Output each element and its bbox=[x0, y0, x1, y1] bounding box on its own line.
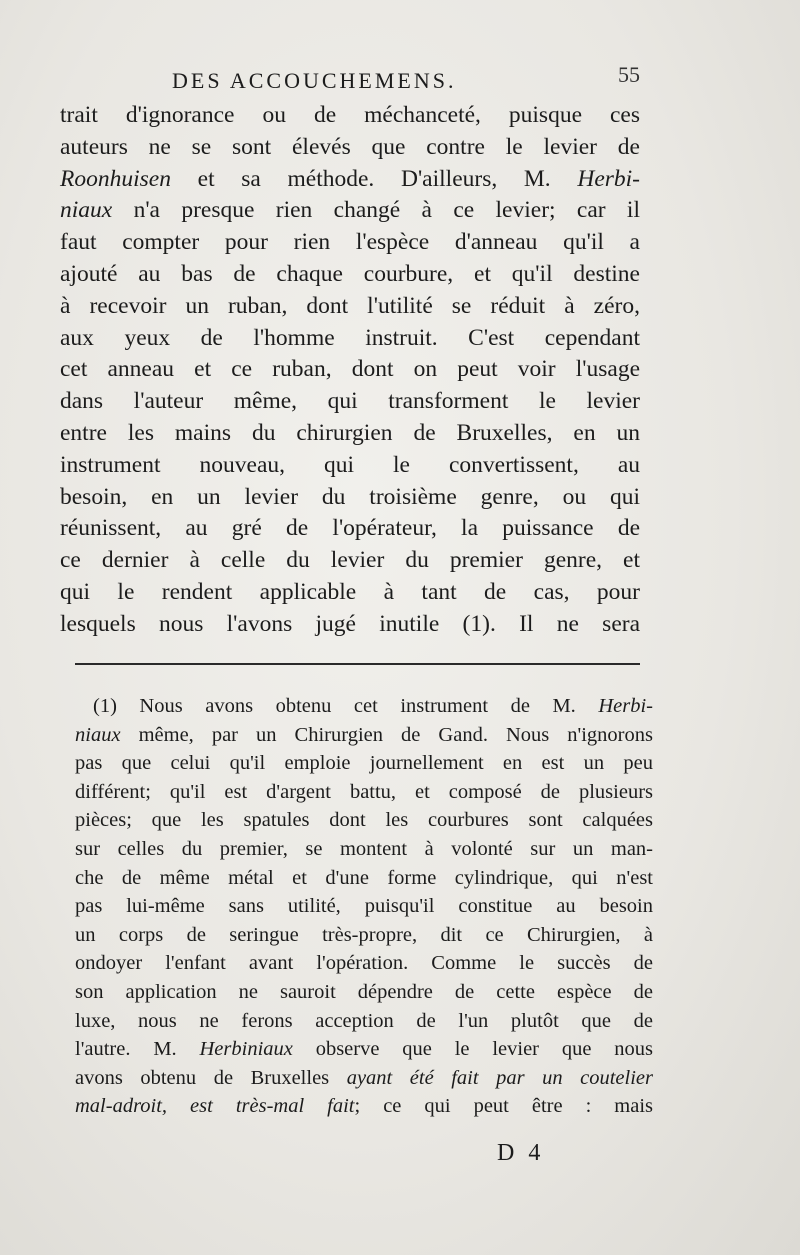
footnote-line bbox=[75, 1035, 653, 1064]
footnote-line: pas lui-même sans utilité, puisqu'il constitue au besoin bbox=[75, 895, 653, 918]
footnote-line: pas que celui qu'il emploie journellement en est un peu bbox=[75, 752, 653, 775]
text-fragment: même, par un Chirurgien de Gand. Nous n'ignorons bbox=[120, 723, 653, 746]
footnote-line bbox=[75, 721, 653, 750]
main-text bbox=[60, 100, 640, 641]
text-line: entre les mains du chirurgien de Bruxelles, en un bbox=[60, 419, 640, 446]
page-number: 55 bbox=[618, 62, 640, 87]
text-fragment: n'a presque rien changé à ce levier; car il bbox=[112, 197, 640, 224]
page-header bbox=[60, 62, 640, 96]
text-fragment: l'autre. M. bbox=[75, 1038, 200, 1061]
running-head: DES ACCOUCHEMENS. bbox=[172, 68, 457, 93]
footnote-line bbox=[75, 1092, 653, 1121]
italic-name: Roonhuisen bbox=[60, 165, 171, 192]
text-line bbox=[60, 164, 640, 196]
text-line: faut compter pour rien l'espèce d'anneau qu'il a bbox=[60, 229, 640, 256]
text-line: réunissent, au gré de l'opérateur, la puissance de bbox=[60, 515, 640, 542]
text-line: à recevoir un ruban, dont l'utilité se réduit à zéro, bbox=[60, 292, 640, 319]
italic-name: niaux bbox=[75, 723, 121, 746]
text-line: ajouté au bas de chaque courbure, et qu'il destine bbox=[60, 260, 640, 287]
text-line: auteurs ne se sont élevés que contre le levier de bbox=[60, 133, 640, 160]
footnote-line: sur celles du premier, se montent à volonté sur un man- bbox=[75, 837, 653, 860]
italic-name: niaux bbox=[60, 197, 113, 224]
text-line: besoin, en un levier du troisième genre, ou qui bbox=[60, 483, 640, 510]
text-line: instrument nouveau, qui le convertissent, au bbox=[60, 451, 640, 478]
text-fragment: ; ce qui peut être : mais bbox=[354, 1095, 653, 1118]
footnote-line: différent; qu'il est d'argent battu, et composé de plusieurs bbox=[75, 780, 653, 803]
text-fragment: (1) Nous avons obtenu cet instrument de M. bbox=[93, 695, 599, 717]
italic-quote: ayant été fait par un coutelier bbox=[346, 1066, 653, 1089]
footnote bbox=[75, 692, 653, 1121]
italic-name: Herbi- bbox=[577, 165, 640, 192]
text-line: ce dernier à celle du levier du premier genre, et bbox=[60, 547, 640, 574]
text-line bbox=[60, 195, 640, 227]
text-line: dans l'auteur même, qui transforment le levier bbox=[60, 388, 640, 415]
signature-mark: D 4 bbox=[497, 1140, 545, 1166]
text-line: aux yeux de l'homme instruit. C'est cependant bbox=[60, 324, 640, 351]
text-line: lesquels nous l'avons jugé inutile (1). Il ne sera bbox=[60, 610, 640, 637]
footnote-line: che de même métal et d'une forme cylindrique, qui n'est bbox=[75, 866, 653, 889]
italic-quote: mal-adroit, est très-mal fait bbox=[75, 1095, 355, 1118]
text-line: cet anneau et ce ruban, dont on peut voir l'usage bbox=[60, 356, 640, 383]
footnote-line: ondoyer l'enfant avant l'opération. Comme le succès de bbox=[75, 952, 653, 975]
footnote-line: un corps de seringue très-propre, dit ce Chirurgien, à bbox=[75, 923, 653, 946]
footnote-divider bbox=[75, 663, 640, 665]
text-fragment: avons obtenu de Bruxelles bbox=[75, 1066, 347, 1089]
italic-name: Herbiniaux bbox=[199, 1038, 293, 1061]
footnote-line bbox=[75, 1064, 653, 1093]
footnote-line: luxe, nous ne ferons acception de l'un plutôt que de bbox=[75, 1009, 653, 1032]
text-line: trait d'ignorance ou de méchanceté, puisque ces bbox=[60, 102, 640, 128]
footnote-line bbox=[75, 692, 653, 721]
text-line: qui le rendent applicable à tant de cas, pour bbox=[60, 578, 640, 605]
italic-name: Herbi- bbox=[598, 695, 653, 717]
footnote-line: pièces; que les spatules dont les courbures sont calquées bbox=[75, 809, 653, 832]
text-fragment: observe que le levier que nous bbox=[292, 1038, 653, 1061]
text-fragment: et sa méthode. D'ailleurs, M. bbox=[170, 165, 578, 192]
footnote-line: son application ne sauroit dépendre de cette espèce de bbox=[75, 980, 653, 1003]
